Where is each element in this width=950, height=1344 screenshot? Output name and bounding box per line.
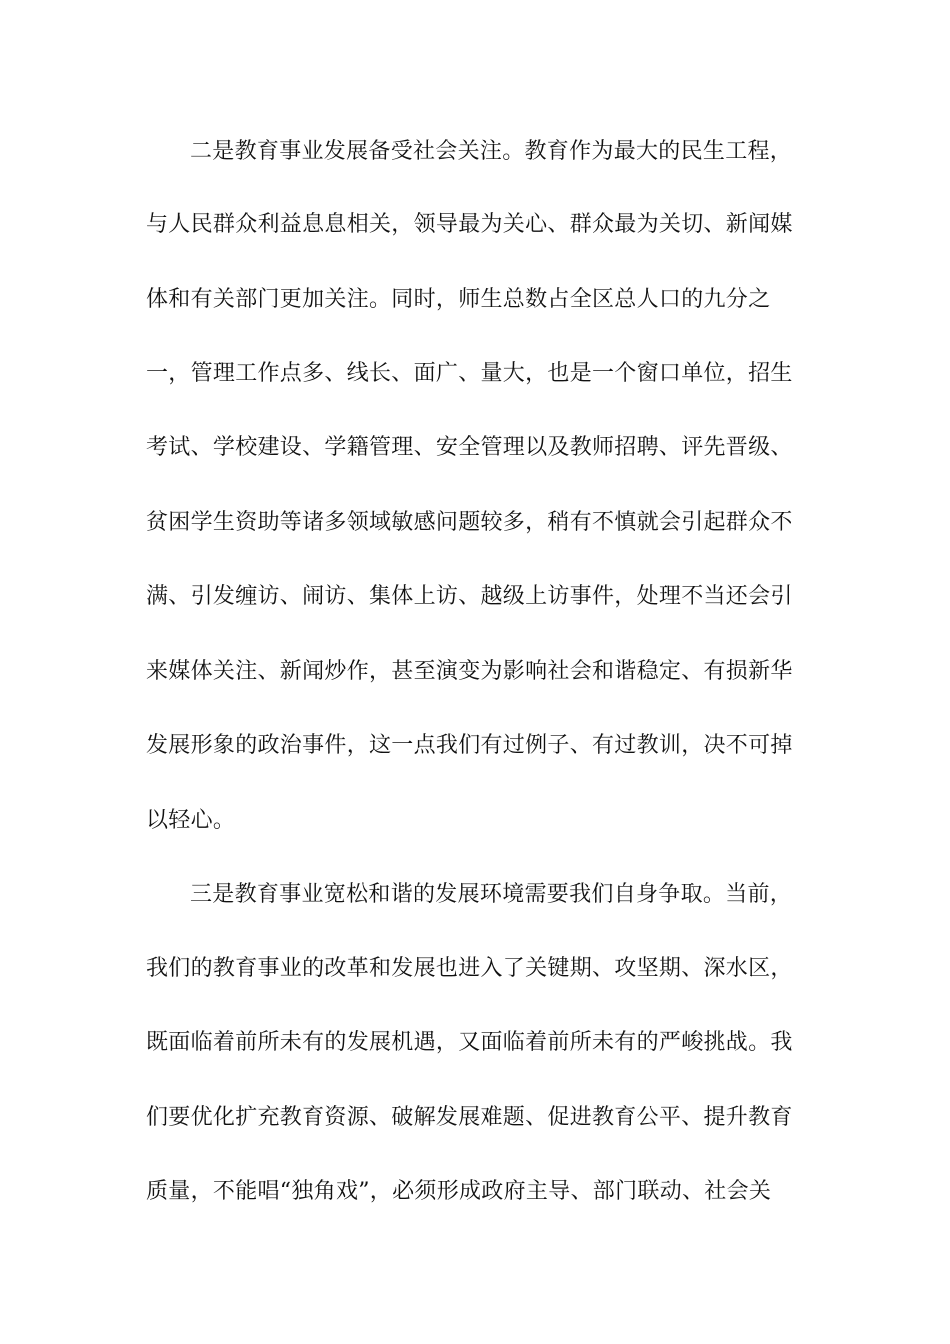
paragraph-2-line-5: 质量，不能唱“独角戏”，必须形成政府主导、部门联动、社会关 [146, 1179, 772, 1204]
paragraph-2-line-3: 既面临着前所未有的发展机遇，又面临着前所未有的严峻挑战。我 [146, 1030, 793, 1055]
paragraph-1-line-1: 二是教育事业发展备受社会关注。教育作为最大的民生工程， [190, 139, 793, 164]
paragraph-1-line-6: 贫困学生资助等诸多领域敏感问题较多，稍有不慎就会引起群众不 [146, 510, 793, 535]
paragraph-2-line-4: 们要优化扩充教育资源、破解发展难题、促进教育公平、提升教育 [146, 1105, 793, 1130]
paragraph-1-line-2: 与人民群众利益息息相关，领导最为关心、群众最为关切、新闻媒 [146, 212, 793, 237]
paragraph-1-line-8: 来媒体关注、新闻炒作，甚至演变为影响社会和谐稳定、有损新华 [146, 659, 793, 684]
paragraph-1-line-5: 考试、学校建设、学籍管理、安全管理以及教师招聘、评先晋级、 [146, 435, 793, 460]
paragraph-1-line-7: 满、引发缠访、闹访、集体上访、越级上访事件，处理不当还会引 [146, 584, 793, 609]
paragraph-1-line-4: 一，管理工作点多、线长、面广、量大，也是一个窗口单位，招生 [146, 361, 793, 386]
paragraph-1-line-3: 体和有关部门更加关注。同时，师生总数占全区总人口的九分之 [146, 287, 771, 312]
paragraph-2-line-2: 我们的教育事业的改革和发展也进入了关键期、攻坚期、深水区， [146, 956, 793, 981]
paragraph-1-line-10: 以轻心。 [146, 808, 236, 833]
paragraph-2-line-1: 三是教育事业宽松和谐的发展环境需要我们自身争取。当前， [190, 882, 793, 907]
paragraph-1-line-9: 发展形象的政治事件，这一点我们有过例子、有过教训，决不可掉 [146, 733, 793, 758]
